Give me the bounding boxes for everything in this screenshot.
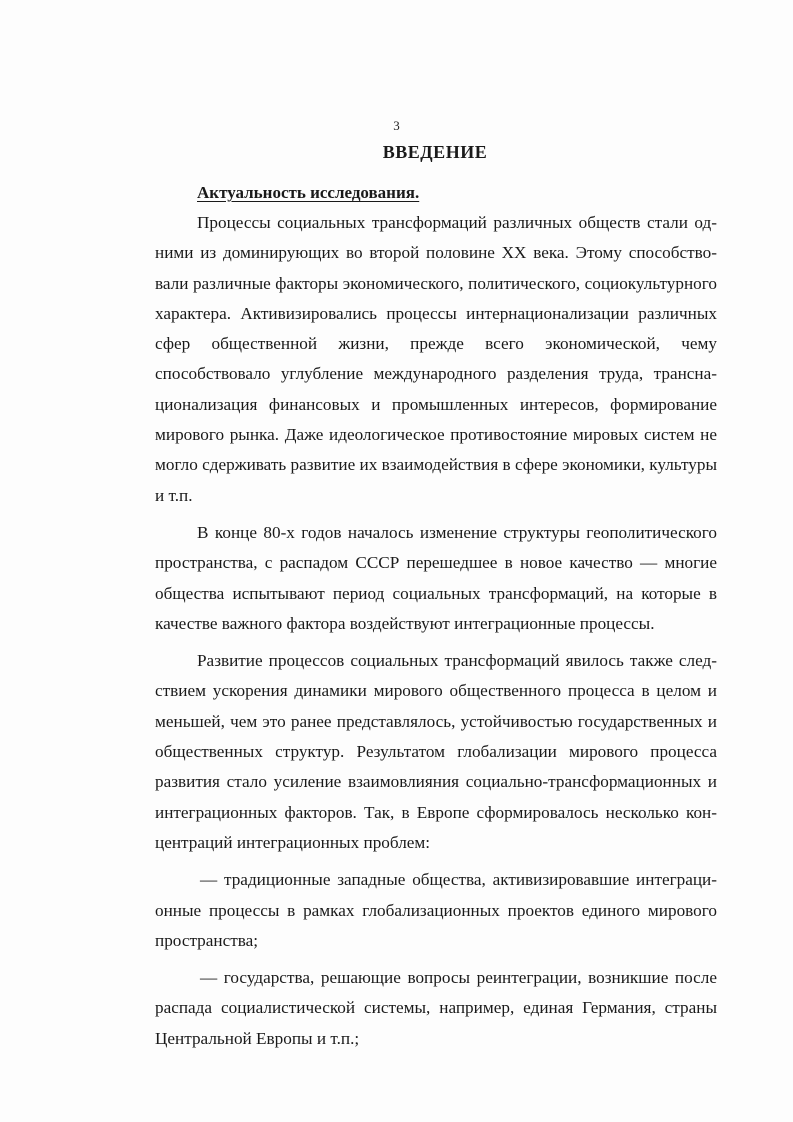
paragraph-geopolitics: В конце 80-х годов началось изменение структуры геополитического пространства, с распадом СССР перешедшее в новое качество — многие общества испытывают период социальных трансформаций, на которые в качестве важного фактора воздействуют интеграционные процессы. <box>155 522 717 633</box>
paragraph-relevance: Процессы социальных трансформаций различных обществ стали одними из доминирующих во второй половине XX века. Этому способствовали различные факторы экономического, политического, социокультурного характера. Активизировались процессы интернационализации различных сфер общественной жизни, прежде всего экономической, чему способствовало углубление международного разделения труда, транснационализация финансовых и промышленных интересов, формирование мирового рынка. Даже идеологическое противостояние мировых систем не могло сдерживать развитие их взаимодействия в сфере экономики, культуры и т.п. <box>155 213 717 505</box>
list-item-western-societies: — традиционные западные общества, активизировавшие интеграционные процессы в рамках глобализационных проектов единого мирового пространства; <box>155 870 717 950</box>
list-item-reintegration-states: — государства, решающие вопросы реинтеграции, возникшие после распада социалистической системы, например, единая Германия, страны Центральной Европы и т.п.; <box>155 968 717 1048</box>
body-text <box>155 208 717 1054</box>
page-number: 3 <box>393 118 400 133</box>
paragraph-development: Развитие процессов социальных трансформаций явилось также следствием ускорения динамики мирового общественного процесса в целом и меньшей, чем это ранее представлялось, устойчивостью государственных и общественных структур. Результатом глобализации мирового процесса развития стало усиление взаимовлияния социально-трансформационных и интеграционных факторов. Так, в Европе сформировалось несколько концентраций интеграционных проблем: <box>155 651 717 852</box>
section-heading: Актуальность исследования. <box>197 183 420 202</box>
page-title: ВВЕДЕНИЕ <box>382 142 488 162</box>
